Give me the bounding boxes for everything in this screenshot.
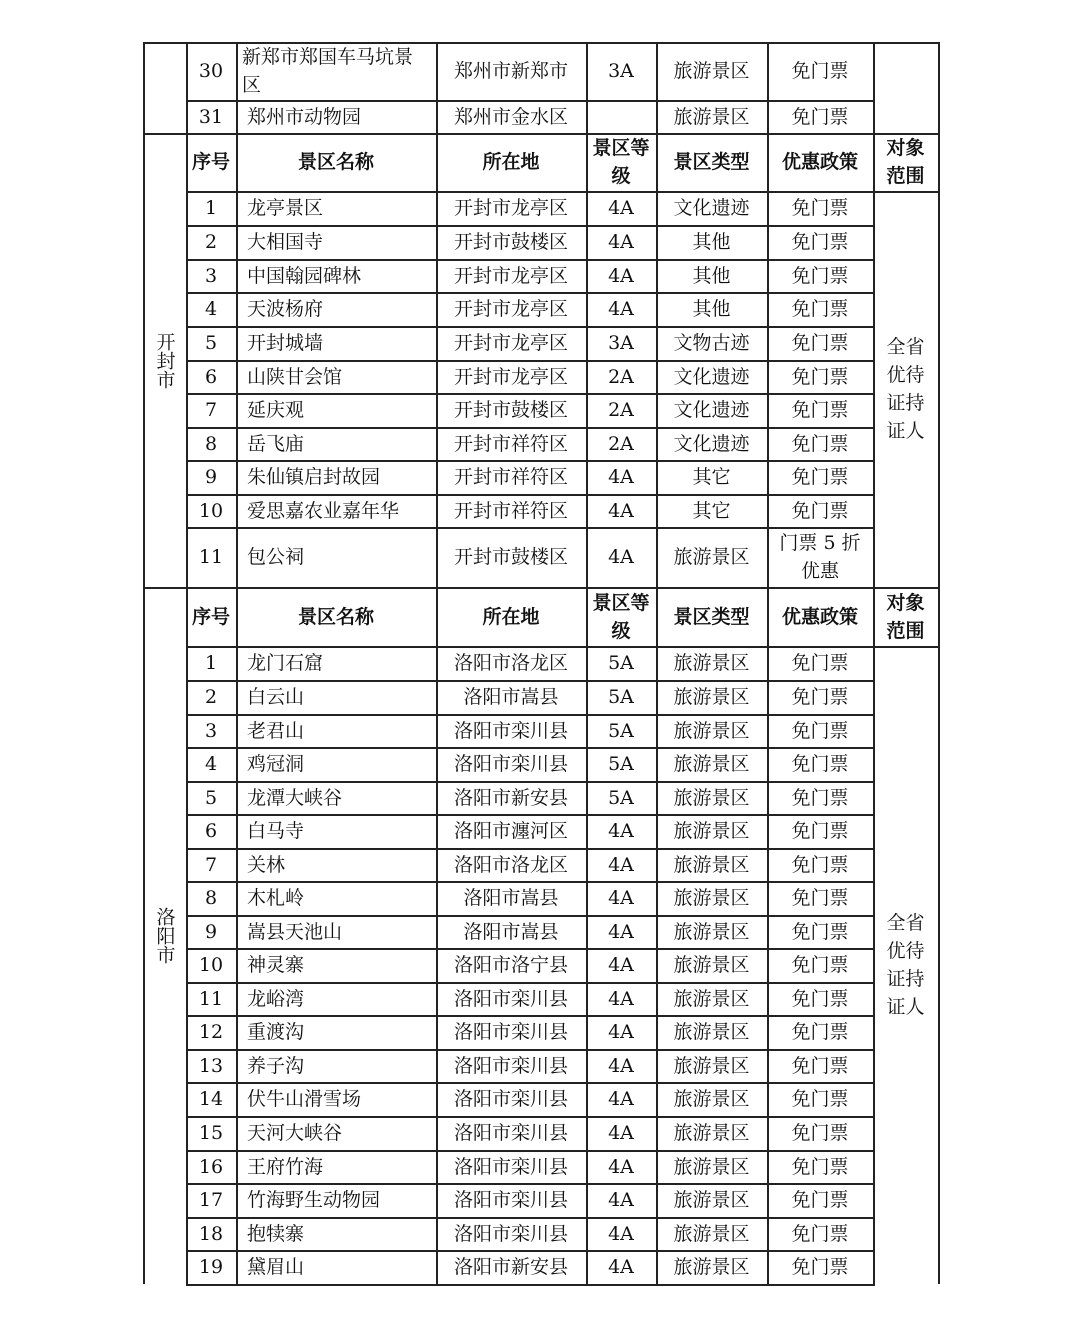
seq-cell: 8	[204, 887, 218, 909]
location-cell: 郑州市新郑市	[453, 60, 568, 82]
seq-cell: 16	[198, 1155, 224, 1178]
grade-cell: 4A	[608, 1088, 634, 1110]
seq-cell: 5	[204, 332, 218, 354]
policy-cell: 门票 5 折优惠	[779, 532, 861, 582]
seq-cell: 2	[204, 686, 218, 708]
type-cell: 旅游景区	[673, 686, 750, 708]
location-cell: 洛阳市洛宁县	[453, 954, 568, 976]
name-cell: 王府竹海	[247, 1155, 324, 1178]
name-cell: 龙潭大峡谷	[247, 786, 343, 809]
type-cell: 旅游景区	[673, 786, 750, 809]
grade-cell: 4A	[608, 954, 634, 976]
type-cell: 旅游景区	[673, 954, 750, 976]
name-cell: 龙亭景区	[247, 197, 324, 219]
name-cell: 竹海野生动物园	[247, 1189, 381, 1211]
name-cell: 岳飞庙	[247, 432, 305, 455]
table-rule	[436, 42, 438, 1284]
header-scope: 对象范围	[886, 137, 925, 187]
location-cell: 开封市龙亭区	[453, 264, 568, 287]
location-cell: 洛阳市新安县	[453, 1256, 568, 1278]
header-grade: 景区等级	[592, 591, 650, 642]
name-cell: 老君山	[247, 719, 305, 742]
grade-cell: 5A	[608, 652, 634, 674]
type-cell: 旅游景区	[673, 1256, 750, 1278]
name-cell: 养子沟	[247, 1054, 305, 1077]
name-cell: 鸡冠洞	[247, 753, 305, 775]
policy-cell: 免门票	[791, 332, 849, 354]
type-cell: 文化遗迹	[673, 197, 750, 219]
grade-cell: 4A	[608, 1021, 634, 1043]
name-cell: 天波杨府	[247, 298, 324, 320]
seq-cell: 31	[198, 105, 224, 128]
policy-cell: 免门票	[791, 105, 849, 128]
grade-cell: 4A	[608, 546, 634, 568]
type-cell: 其它	[692, 499, 731, 522]
type-cell: 其他	[692, 264, 731, 287]
location-cell: 洛阳市栾川县	[453, 987, 568, 1010]
policy-cell: 免门票	[791, 264, 849, 287]
type-cell: 旅游景区	[673, 546, 750, 568]
location-cell: 开封市龙亭区	[453, 365, 568, 388]
policy-cell: 免门票	[791, 786, 849, 809]
header-policy: 优惠政策	[781, 151, 858, 173]
policy-cell: 免门票	[791, 197, 849, 219]
grade-cell: 2A	[608, 399, 634, 421]
type-cell: 文化遗迹	[673, 432, 750, 455]
grade-cell: 4A	[608, 499, 634, 522]
grade-cell: 4A	[608, 820, 634, 842]
type-cell: 文物古迹	[673, 332, 750, 354]
name-cell: 白马寺	[247, 820, 305, 842]
grade-cell: 2A	[608, 432, 634, 455]
header-scope: 对象范围	[886, 591, 925, 642]
scope-cell: 全省优待证持证人	[886, 912, 925, 1018]
header-seq: 序号	[192, 605, 231, 628]
type-cell: 旅游景区	[673, 1189, 750, 1211]
grade-cell: 4A	[608, 987, 634, 1010]
policy-cell: 免门票	[791, 753, 849, 775]
grade-cell: 4A	[608, 887, 634, 909]
grade-cell: 5A	[608, 753, 634, 775]
grade-cell: 4A	[608, 197, 634, 219]
policy-cell: 免门票	[791, 652, 849, 674]
grade-cell: 4A	[608, 264, 634, 287]
table-rule	[873, 42, 875, 1284]
location-cell: 洛阳市栾川县	[453, 1088, 568, 1110]
grade-cell: 4A	[608, 1122, 634, 1144]
policy-cell: 免门票	[791, 466, 849, 488]
name-cell: 山陕甘会馆	[247, 365, 343, 388]
table-rule	[656, 42, 658, 1284]
type-cell: 旅游景区	[673, 60, 750, 82]
name-cell: 天河大峡谷	[247, 1122, 343, 1144]
grade-cell: 4A	[608, 466, 634, 488]
table-rule	[143, 42, 145, 1284]
location-cell: 洛阳市瀍河区	[453, 820, 568, 842]
policy-cell: 免门票	[791, 1021, 849, 1043]
header-seq: 序号	[192, 151, 231, 173]
seq-cell: 3	[204, 264, 218, 287]
table-rule	[586, 42, 588, 1284]
grade-cell	[586, 100, 656, 133]
grade-cell: 4A	[608, 920, 634, 943]
seq-cell: 13	[198, 1054, 224, 1077]
name-cell: 龙峪湾	[247, 987, 305, 1010]
policy-cell: 免门票	[791, 365, 849, 388]
seq-cell: 19	[198, 1256, 224, 1278]
grade-cell: 5A	[608, 786, 634, 809]
header-type: 景区类型	[673, 605, 750, 628]
type-cell: 旅游景区	[673, 1222, 750, 1245]
policy-cell: 免门票	[791, 820, 849, 842]
name-cell: 伏牛山滑雪场	[247, 1088, 362, 1110]
policy-cell: 免门票	[791, 231, 849, 253]
table-rule	[186, 42, 188, 1284]
policy-cell: 免门票	[791, 853, 849, 876]
grade-cell: 3A	[608, 60, 634, 82]
location-cell: 开封市祥符区	[453, 432, 568, 455]
name-cell: 木札岭	[247, 887, 305, 909]
location-cell: 洛阳市洛龙区	[453, 853, 568, 876]
table-rule	[236, 42, 238, 1284]
seq-cell: 18	[198, 1222, 224, 1245]
seq-cell: 4	[204, 298, 218, 320]
location-cell: 开封市祥符区	[453, 499, 568, 522]
seq-cell: 30	[198, 60, 224, 82]
type-cell: 文化遗迹	[673, 399, 750, 421]
policy-cell: 免门票	[791, 887, 849, 909]
name-cell: 新郑市郑国车马坑景区	[242, 46, 414, 96]
scope-cell: 全省优待证持证人	[886, 336, 925, 442]
type-cell: 旅游景区	[673, 887, 750, 909]
policy-cell: 免门票	[791, 1054, 849, 1077]
header-policy: 优惠政策	[781, 605, 858, 628]
name-cell: 黛眉山	[247, 1256, 305, 1278]
name-cell: 郑州市动物园	[247, 105, 362, 128]
seq-cell: 9	[204, 920, 218, 943]
name-cell: 嵩县天池山	[247, 920, 343, 943]
city-label: 开封市	[153, 331, 176, 389]
seq-cell: 11	[198, 546, 224, 568]
location-cell: 洛阳市栾川县	[453, 1122, 568, 1144]
seq-cell: 6	[204, 365, 218, 388]
location-cell: 洛阳市栾川县	[453, 753, 568, 775]
location-cell: 洛阳市嵩县	[463, 887, 559, 909]
grade-cell: 4A	[608, 1222, 634, 1245]
seq-cell: 2	[204, 231, 218, 253]
name-cell: 白云山	[247, 686, 305, 708]
name-cell: 爱思嘉农业嘉年华	[247, 499, 400, 522]
policy-cell: 免门票	[791, 399, 849, 421]
policy-cell: 免门票	[791, 719, 849, 742]
seq-cell: 14	[198, 1088, 224, 1110]
policy-cell: 免门票	[791, 954, 849, 976]
seq-cell: 7	[204, 853, 218, 876]
grade-cell: 3A	[608, 332, 634, 354]
header-name: 景区名称	[297, 151, 374, 173]
location-cell: 开封市龙亭区	[453, 332, 568, 354]
grade-cell: 4A	[608, 231, 634, 253]
location-cell: 洛阳市栾川县	[453, 1155, 568, 1178]
policy-cell: 免门票	[791, 499, 849, 522]
policy-cell: 免门票	[791, 1256, 849, 1278]
seq-cell: 11	[198, 987, 224, 1010]
seq-cell: 9	[204, 466, 218, 488]
policy-cell: 免门票	[791, 686, 849, 708]
seq-cell: 1	[204, 197, 218, 219]
policy-cell: 免门票	[791, 298, 849, 320]
type-cell: 旅游景区	[673, 652, 750, 674]
location-cell: 开封市鼓楼区	[453, 399, 568, 421]
type-cell: 旅游景区	[673, 1155, 750, 1178]
policy-cell: 免门票	[791, 920, 849, 943]
seq-cell: 7	[204, 399, 218, 421]
header-name: 景区名称	[297, 605, 374, 628]
location-cell: 洛阳市嵩县	[463, 920, 559, 943]
grade-cell: 4A	[608, 853, 634, 876]
location-cell: 洛阳市栾川县	[453, 719, 568, 742]
location-cell: 洛阳市新安县	[453, 786, 568, 809]
grade-cell: 4A	[608, 1155, 634, 1178]
type-cell: 旅游景区	[673, 987, 750, 1010]
header-grade: 景区等级	[592, 137, 650, 187]
grade-cell: 4A	[608, 1256, 634, 1278]
location-cell: 开封市龙亭区	[453, 197, 568, 219]
seq-cell: 10	[198, 954, 224, 976]
name-cell: 中国翰园碑林	[247, 264, 362, 287]
type-cell: 旅游景区	[673, 1088, 750, 1110]
name-cell: 大相国寺	[247, 231, 324, 253]
policy-cell: 免门票	[791, 60, 849, 82]
name-cell: 龙门石窟	[247, 652, 324, 674]
seq-cell: 3	[204, 719, 218, 742]
policy-cell: 免门票	[791, 987, 849, 1010]
name-cell: 开封城墙	[247, 332, 324, 354]
location-cell: 洛阳市栾川县	[453, 1054, 568, 1077]
seq-cell: 12	[198, 1021, 224, 1043]
seq-cell: 15	[198, 1122, 224, 1144]
name-cell: 抱犊寨	[247, 1222, 305, 1245]
header-type: 景区类型	[673, 151, 750, 173]
location-cell: 洛阳市嵩县	[463, 686, 559, 708]
table-rule	[186, 1284, 875, 1286]
type-cell: 旅游景区	[673, 1021, 750, 1043]
type-cell: 旅游景区	[673, 1054, 750, 1077]
location-cell: 洛阳市栾川县	[453, 1222, 568, 1245]
city-label: 洛阳市	[153, 907, 176, 964]
grade-cell: 4A	[608, 1189, 634, 1211]
name-cell: 重渡沟	[247, 1021, 305, 1043]
scenic-spot-table	[143, 42, 938, 1284]
policy-cell: 免门票	[791, 1222, 849, 1245]
seq-cell: 5	[204, 786, 218, 809]
type-cell: 旅游景区	[673, 920, 750, 943]
policy-cell: 免门票	[791, 1155, 849, 1178]
location-cell: 洛阳市洛龙区	[453, 652, 568, 674]
location-cell: 郑州市金水区	[453, 105, 568, 128]
policy-cell: 免门票	[791, 1122, 849, 1144]
grade-cell: 5A	[608, 686, 634, 708]
policy-cell: 免门票	[791, 1189, 849, 1211]
location-cell: 开封市鼓楼区	[453, 231, 568, 253]
seq-cell: 8	[204, 432, 218, 455]
table-rule	[938, 42, 940, 1284]
location-cell: 洛阳市栾川县	[453, 1021, 568, 1043]
location-cell: 开封市龙亭区	[453, 298, 568, 320]
name-cell: 朱仙镇启封故园	[247, 466, 381, 488]
location-cell: 开封市祥符区	[453, 466, 568, 488]
grade-cell: 2A	[608, 365, 634, 388]
header-location: 所在地	[482, 151, 540, 173]
grade-cell: 4A	[608, 298, 634, 320]
type-cell: 其它	[692, 466, 731, 488]
type-cell: 旅游景区	[673, 853, 750, 876]
seq-cell: 4	[204, 753, 218, 775]
type-cell: 旅游景区	[673, 719, 750, 742]
type-cell: 旅游景区	[673, 820, 750, 842]
policy-cell: 免门票	[791, 1088, 849, 1110]
type-cell: 旅游景区	[673, 1122, 750, 1144]
name-cell: 神灵寨	[247, 954, 305, 976]
seq-cell: 17	[198, 1189, 224, 1211]
grade-cell: 4A	[608, 1054, 634, 1077]
location-cell: 开封市鼓楼区	[453, 546, 568, 568]
table-rule	[767, 42, 769, 1284]
seq-cell: 6	[204, 820, 218, 842]
seq-cell: 10	[198, 499, 224, 522]
type-cell: 旅游景区	[673, 753, 750, 775]
policy-cell: 免门票	[791, 432, 849, 455]
header-location: 所在地	[482, 605, 540, 628]
name-cell: 包公祠	[247, 546, 305, 568]
type-cell: 其他	[692, 298, 731, 320]
location-cell: 洛阳市栾川县	[453, 1189, 568, 1211]
name-cell: 延庆观	[247, 399, 305, 421]
name-cell: 关林	[247, 853, 286, 876]
type-cell: 旅游景区	[673, 105, 750, 128]
seq-cell: 1	[204, 652, 218, 674]
type-cell: 文化遗迹	[673, 365, 750, 388]
grade-cell: 5A	[608, 719, 634, 742]
type-cell: 其他	[692, 231, 731, 253]
